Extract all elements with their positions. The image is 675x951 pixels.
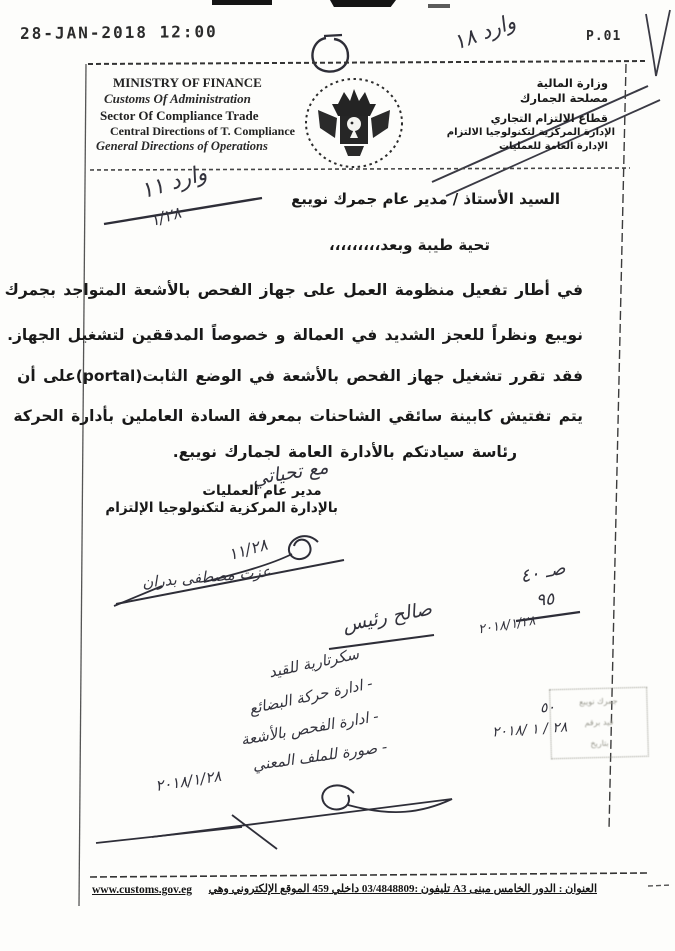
signature-scribble	[108, 520, 358, 612]
letterhead-en-line3: Sector Of Compliance Trade	[100, 108, 259, 123]
letterhead-ar-line4: الإدارة المركزية لتكنولوجيا الالتزام	[446, 127, 615, 138]
handwritten-stamp-number: ٥٠	[539, 699, 556, 717]
letter-body-line: فقد تقرر تشغيل جهاز الفحص بالأشعة في الوضع الثابت(portal)على أن	[17, 367, 583, 385]
handwritten-routing-item: سكرتارية للقيد	[267, 644, 361, 682]
letter-body-line: رئاسة سيادتكم بالأدارة العامة لجمارك نويبع.	[172, 443, 517, 461]
letterhead-en-line2: Customs Of Administration	[104, 91, 251, 106]
handwritten-received-mid: وارد ١١	[137, 160, 210, 205]
egypt-eagle-emblem-icon	[298, 74, 410, 172]
signature-title-line1: مدير عام العمليات	[202, 483, 322, 499]
handwritten-routing-header: صالح رئيس	[340, 597, 434, 637]
letterhead-ar-line2: مصلحة الجمارك	[519, 91, 608, 105]
footer-address: العنوان : الدور الخامس مبنى A3 تليفون :03/4848809 داخلي 459 الموقع الإلكتروني وهي	[208, 883, 597, 895]
letter-recipient: السيد الأستاذ / مدير عام جمرك نويبع	[291, 190, 560, 208]
letterhead-ar-line1: وزارة المالية	[536, 76, 608, 90]
handwritten-underline	[100, 192, 270, 231]
handwritten-routing-item: - ادارة حركة البضائع	[247, 674, 375, 718]
fax-page-number: P.01	[586, 29, 622, 44]
stamp-line: قيد برقم	[584, 717, 614, 728]
handwritten-registry-top: صـ ٤٠	[518, 557, 568, 588]
signature-title-line2: بالإدارة المركزية لتكنولوجيا الإلتزام	[105, 500, 338, 516]
handwritten-received-top: وارد ١٨	[449, 9, 519, 55]
letter-body-line: في أطار تفعيل منظومة العمل على جهاز الفحص بالأشعة المتواجد بجمرك	[4, 281, 583, 299]
signature-flourish	[92, 765, 462, 850]
letterhead-en-line5: General Directions of Operations	[96, 139, 268, 153]
letterhead-ar-line5: الإدارة العامة للعمليات	[498, 141, 608, 152]
handwritten-bottom-date: ٢٠١٨/١/٢٨	[154, 766, 223, 796]
handwritten-routing-item: - ادارة الفحص بالأشعة	[239, 707, 380, 749]
handwritten-routing-item: - صورة للملف المعني	[251, 737, 389, 775]
handwritten-courtesy-note: مع تحياتي	[250, 456, 330, 490]
handwritten-registry-no: ٩٥	[535, 589, 556, 611]
handwritten-signature-date: ١١/٢٨	[226, 534, 270, 565]
handwritten-received-mid-date: ١/٢٨	[147, 202, 184, 231]
handwritten-registry-date: ٢٠١٨/١/٢٨	[477, 613, 537, 638]
stamp-line: بتاريخ	[590, 738, 609, 748]
letter-greeting: تحية طيبة وبعد،،،،،،،،،	[329, 236, 490, 254]
letterhead-ar-line3: قطاع الالتزام التجاري	[490, 112, 608, 125]
letter-body-line: نويبع ونظراً للعجز الشديد في العمالة و خصوصاً المدققين لتشغيل الجهاز.	[7, 326, 583, 344]
letterhead-en-line4: Central Directions of T. Compliance	[110, 124, 295, 138]
letter-body-line: يتم تفتيش كابينة سائقي الشاحنات بمعرفة السادة العاملين بأدارة الحركة	[13, 407, 583, 425]
signature-name: عزت مصطفى بدران	[141, 562, 272, 592]
footer-website-link[interactable]: www.customs.gov.eg	[92, 884, 192, 896]
letterhead-en-line1: MINISTRY OF FINANCE	[113, 75, 262, 90]
handwritten-stamp-date: ٢٨ / ١ /٢٠١٨	[491, 719, 568, 741]
stamp-line: جمرك نويبع	[579, 696, 618, 707]
fax-timestamp: 28-JAN-2018 12:00	[19, 21, 218, 44]
